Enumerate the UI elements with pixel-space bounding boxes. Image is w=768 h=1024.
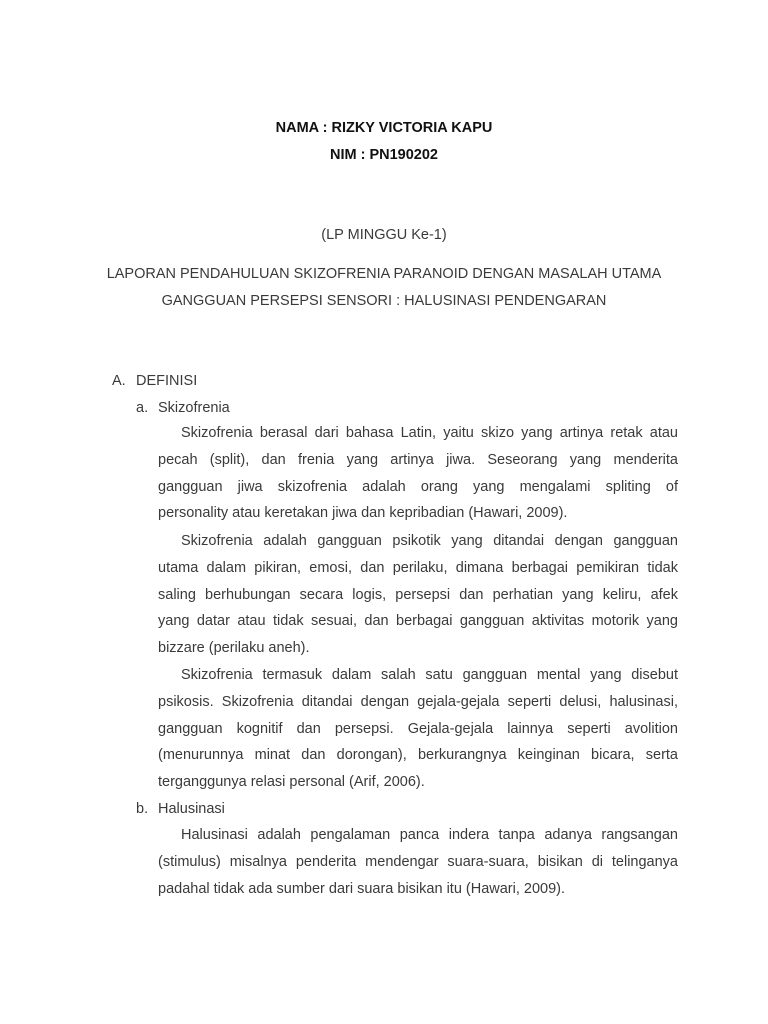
paragraph-line: yang datar atau tidak sesuai, dan berbagai gangguan aktivitas motorik yang — [158, 613, 678, 630]
section-a-heading: DEFINISI — [136, 373, 198, 389]
report-week-label: (LP MINGGU Ke-1) — [321, 227, 447, 243]
paragraph-line: padahal tidak ada sumber dari suara bisikan itu (Hawari, 2009). — [158, 880, 566, 897]
paragraph-skizofrenia-3 — [158, 662, 678, 796]
subsection-a-heading: Skizofrenia — [158, 400, 230, 416]
paragraph-skizofrenia-1 — [158, 420, 678, 527]
paragraph-line: (stimulus) misalnya penderita mendengar suara-suara, bisikan di telinganya — [158, 853, 678, 870]
paragraph-line: bizzare (perilaku aneh). — [158, 640, 310, 657]
paragraph-line: Skizofrenia termasuk dalam salah satu gangguan mental yang disebut — [181, 667, 678, 683]
paragraph-line: saling berhubungan secara logis, persepsi dan perhatian yang keliru, afek — [158, 586, 678, 603]
student-nim: NIM : PN190202 — [330, 147, 438, 163]
subsection-b-heading: Halusinasi — [158, 801, 225, 817]
paragraph-halusinasi-1 — [158, 822, 678, 902]
paragraph-line: (menurunnya minat dan dorongan), berkurangnya keinginan bicara, serta — [158, 747, 678, 764]
paragraph-skizofrenia-2 — [158, 528, 678, 662]
paragraph-line: terganggunya relasi personal (Arif, 2006). — [158, 774, 425, 791]
paragraph-line: gangguan kognitif dan persepsi. Gejala-gejala lainnya seperti avolition — [158, 720, 678, 737]
paragraph-line: personality atau keretakan jiwa dan kepribadian (Hawari, 2009). — [158, 505, 568, 522]
section-a-marker: A. — [112, 373, 126, 389]
paragraph-line: Halusinasi adalah pengalaman panca indera tanpa adanya rangsangan — [181, 827, 678, 843]
paragraph-line: Skizofrenia berasal dari bahasa Latin, yaitu skizo yang artinya retak atau — [181, 425, 678, 441]
report-title-line-1: LAPORAN PENDAHULUAN SKIZOFRENIA PARANOID DENGAN MASALAH UTAMA — [106, 266, 662, 282]
paragraph-line: psikosis. Skizofrenia ditandai dengan gejala-gejala seperti delusi, halusinasi, — [158, 693, 678, 710]
paragraph-line: Skizofrenia adalah gangguan psikotik yang ditandai dengan gangguan — [181, 533, 678, 549]
paragraph-line: gangguan jiwa skizofrenia adalah orang yang mengalami spliting of — [158, 478, 678, 495]
paragraph-line: utama dalam pikiran, emosi, dan perilaku, dimana berbagai pemikiran tidak — [158, 559, 678, 576]
subsection-a-marker: a. — [136, 400, 149, 416]
report-title-line-2: GANGGUAN PERSEPSI SENSORI : HALUSINASI PENDENGARAN — [161, 293, 607, 309]
paragraph-line: pecah (split), dan frenia yang artinya jiwa. Seseorang yang menderita — [158, 451, 678, 468]
subsection-b-marker: b. — [136, 801, 149, 817]
student-name: NAMA : RIZKY VICTORIA KAPU — [275, 120, 493, 136]
